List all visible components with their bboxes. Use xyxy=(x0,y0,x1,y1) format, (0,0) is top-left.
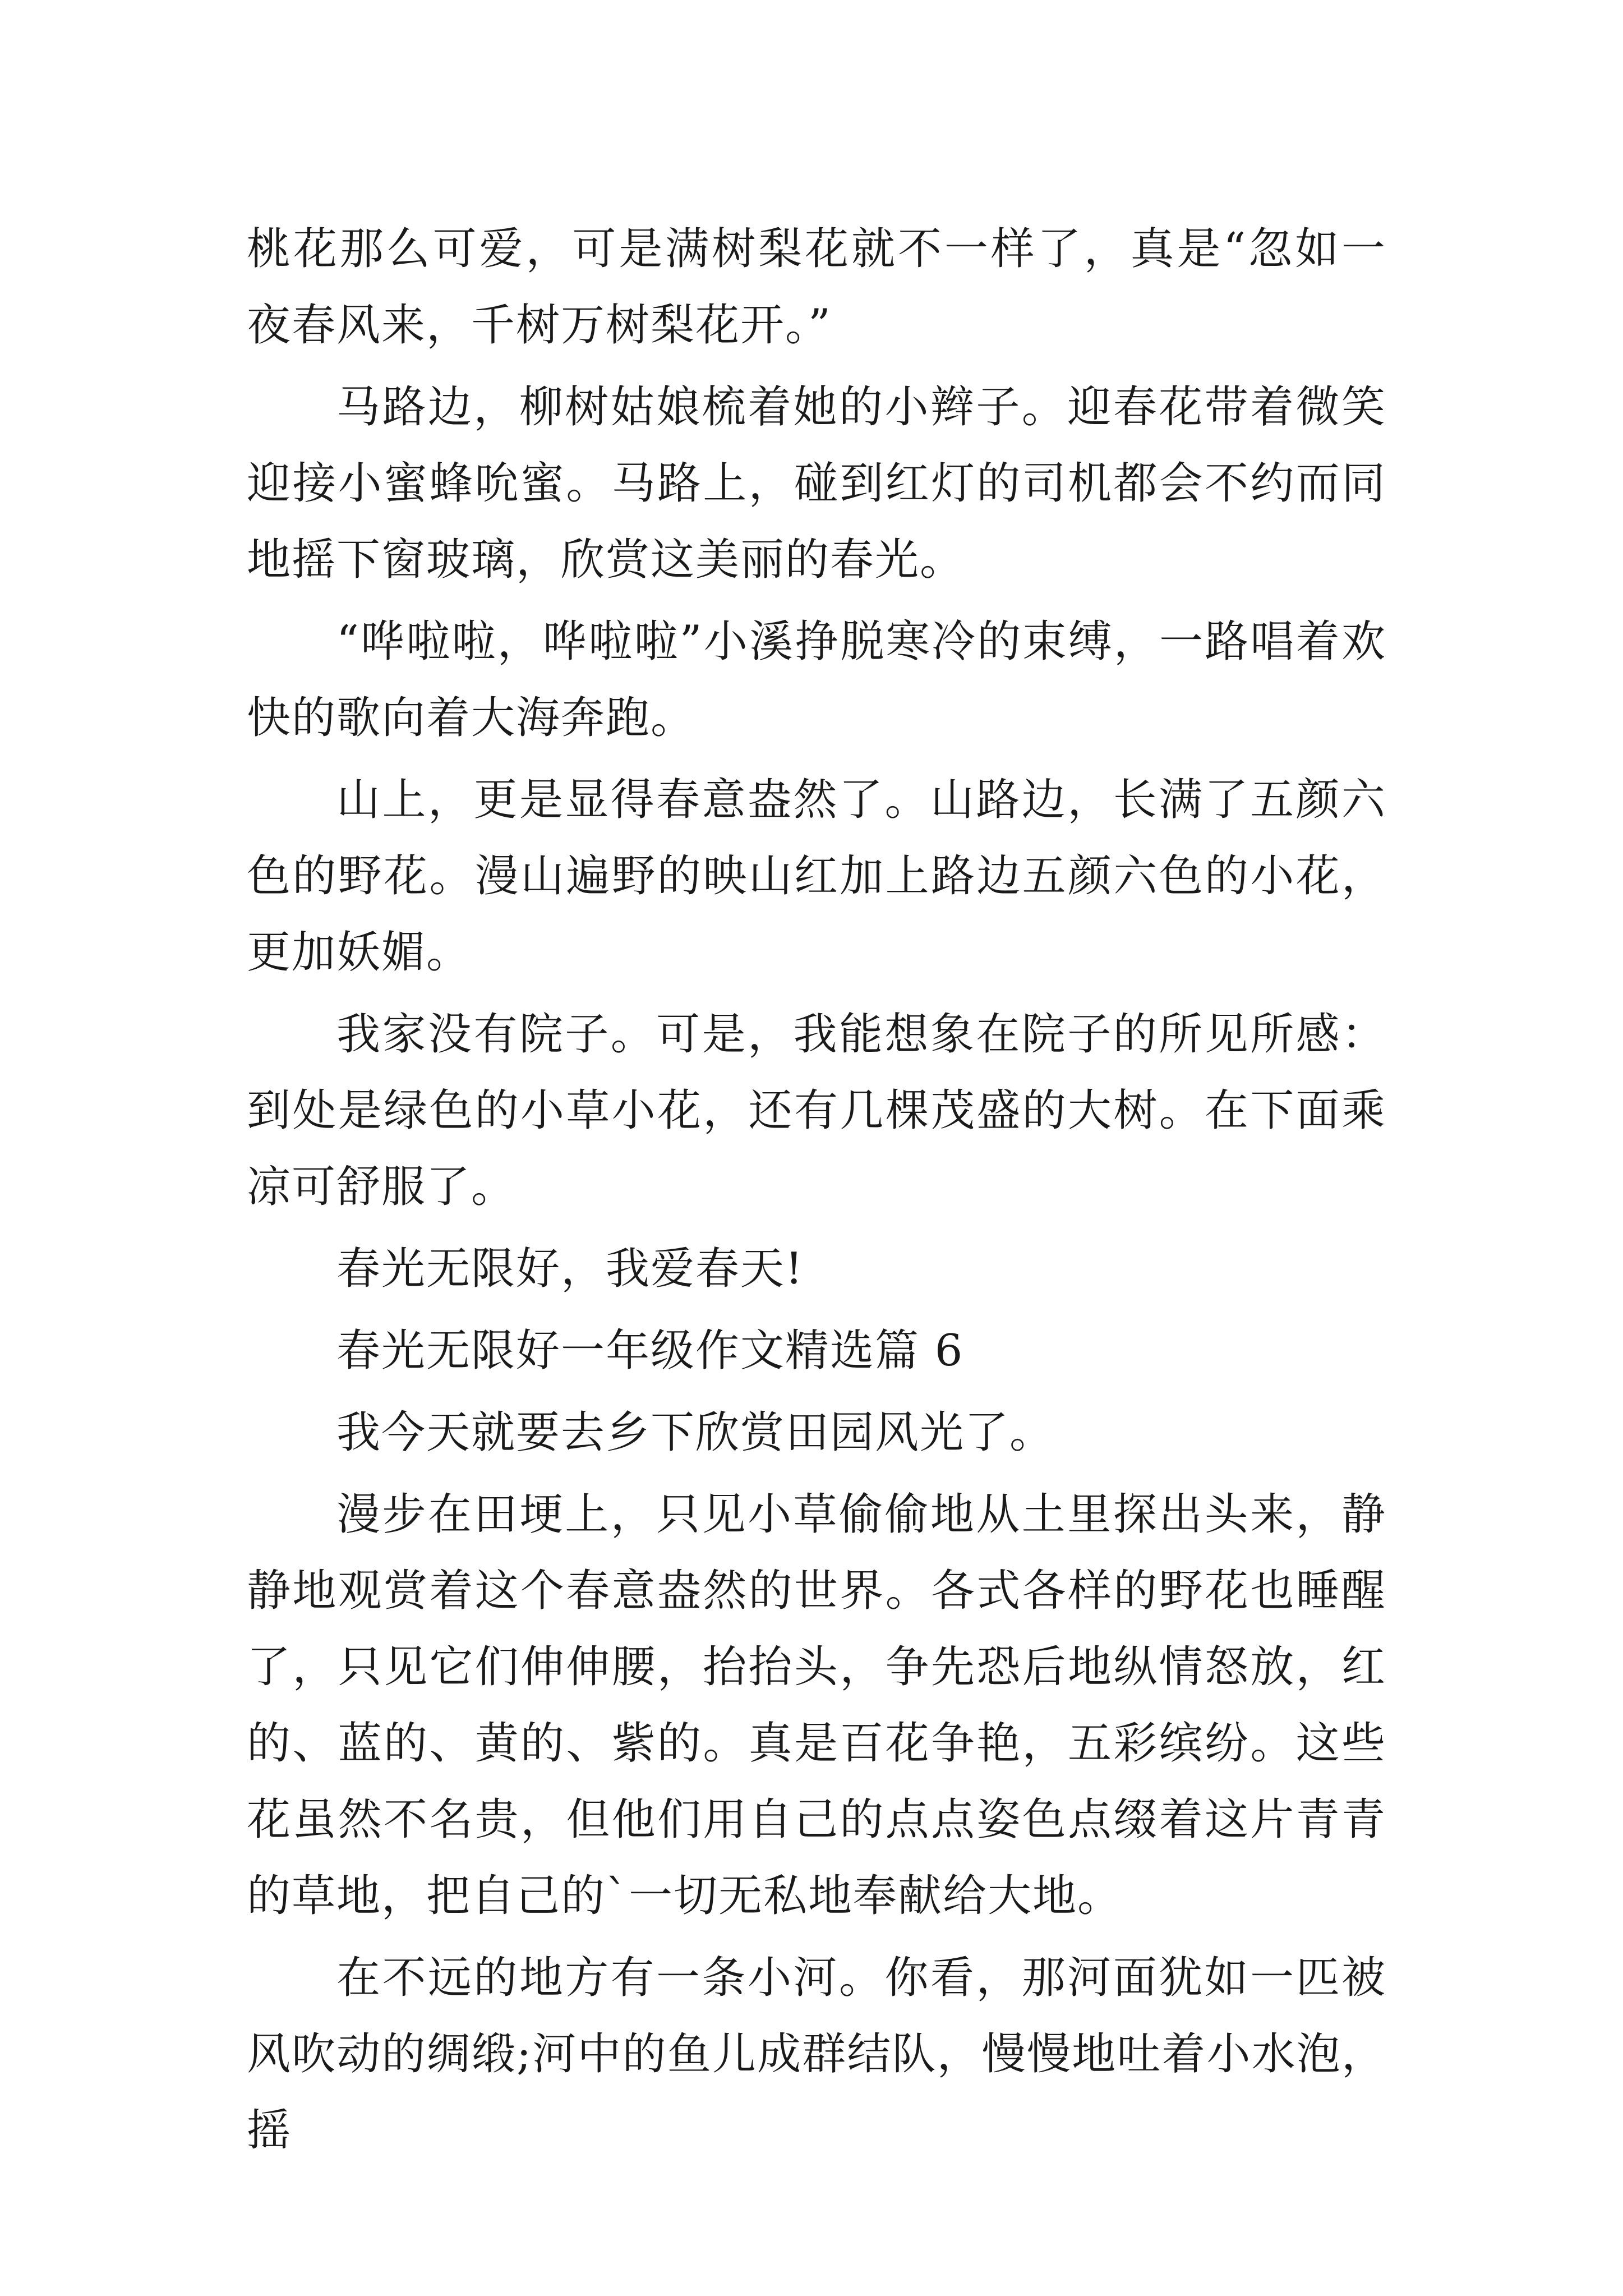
paragraph: 在不远的地方有一条小河。你看，那河面犹如一匹被风吹动的绸缎;河中的鱼儿成群结队，慢慢地吐着小水泡，摇 xyxy=(247,1953,1386,2156)
paragraph-gap xyxy=(247,364,1386,369)
paragraph-gap xyxy=(247,598,1386,604)
paragraph-gap xyxy=(247,1471,1386,1476)
paragraph-gap xyxy=(247,1934,1386,1940)
paragraph: 我家没有院子。可是，我能想象在院子的所见所感：到处是绿色的小草小花，还有几棵茂盛的大树。在下面乘凉可舒服了。 xyxy=(247,1009,1386,1212)
paragraph: “哗啦啦，哗啦啦”小溪挣脱寒冷的束缚，一路唱着欢快的歌向着大海奔跑。 xyxy=(247,616,1386,743)
paragraph-gap xyxy=(247,756,1386,762)
document-body xyxy=(247,211,1386,2169)
paragraph-gap xyxy=(247,1307,1386,1313)
paragraph-gap xyxy=(247,1225,1386,1231)
paragraph: 春光无限好，我爱春天! xyxy=(336,1244,804,1294)
paragraph: 漫步在田埂上，只见小草偷偷地从土里探出头来，静静地观赏着这个春意盎然的世界。各式各样的野花也睡醒了，只见它们伸伸腰，抬抬头，争先恐后地纵情怒放，红的、蓝的、黄的、紫的。真是百花争艳，五彩缤纷。这些花虽然不名贵，但他们用自己的点点姿色点缀着这片青青的草地，把自己的`一切无私地奉献给大地。 xyxy=(247,1489,1386,1921)
paragraph-gap xyxy=(247,1389,1386,1395)
paragraph-gap xyxy=(247,991,1386,996)
paragraph: 我今天就要去乡下欣赏田园风光了。 xyxy=(336,1407,1055,1458)
section-heading: 春光无限好一年级作文精选篇 6 xyxy=(336,1326,964,1376)
paragraph: 山上，更是显得春意盎然了。山路边，长满了五颜六色的野花。漫山遍野的映山红加上路边五颜六色的小花，更加妖媚。 xyxy=(247,775,1386,978)
paragraph-continued: 桃花那么可爱，可是满树梨花就不一样了，真是“忽如一夜春风来，千树万树梨花开。” xyxy=(247,224,1386,351)
paragraph: 马路边，柳树姑娘梳着她的小辫子。迎春花带着微笑迎接小蜜蜂吮蜜。马路上，碰到红灯的司机都会不约而同地摇下窗玻璃，欣赏这美丽的春光。 xyxy=(247,382,1386,585)
